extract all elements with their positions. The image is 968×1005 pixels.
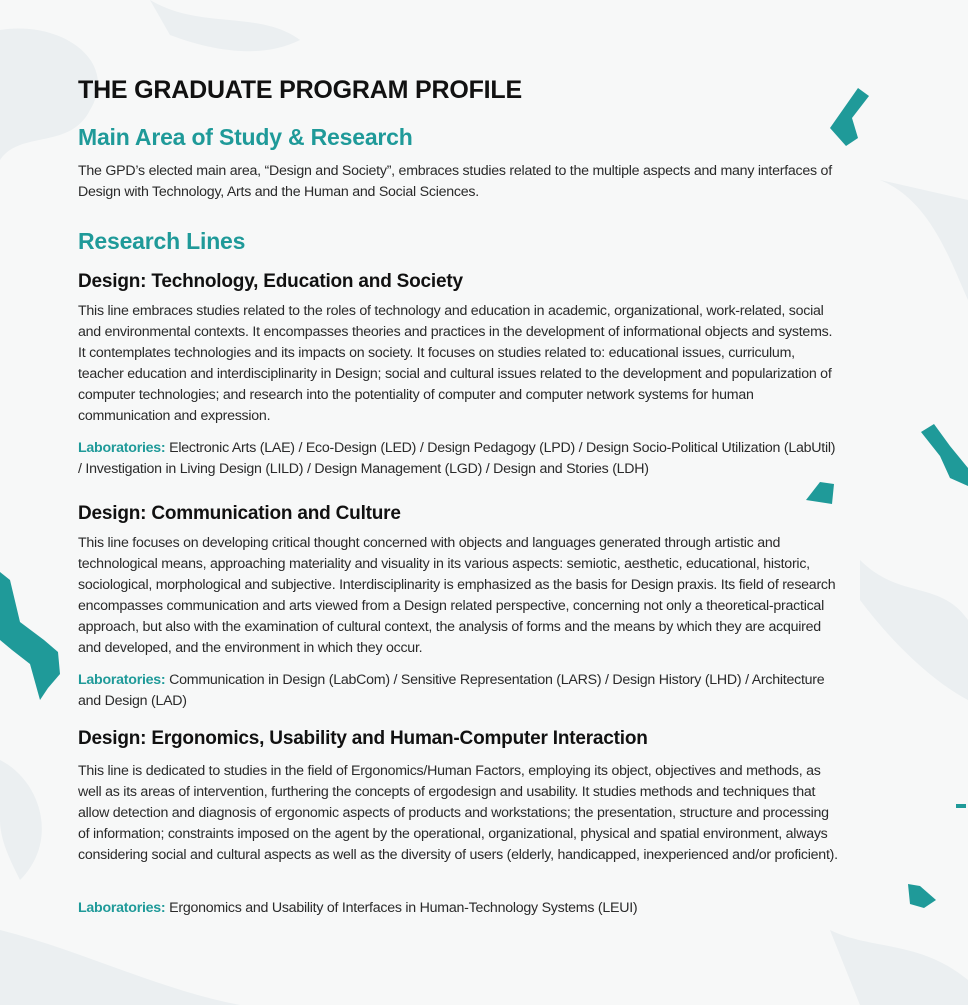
line-title: Design: Communication and Culture xyxy=(78,503,401,524)
line-laboratories xyxy=(78,438,840,480)
laboratories-label: Laboratories: xyxy=(78,900,166,916)
line-description: This line focuses on developing critical thought concerned with objects and languages generated through artistic and technological means, approaching materiality and visuality in its various aspects: semiotic, aesthetic, educational, historic, sociological, morphological and subjective. Interdisciplinarity is emphasized as the basis for Design praxis. Its field of research encompasses communication and arts viewed from a Design related perspective, concerning not only a theoretical-practical approach, but also with the examination of cultural context, the analysis of forms and the means by which they are acquired and developed, and the environment in which they occur. xyxy=(78,535,836,656)
line-description: This line is dedicated to studies in the field of Ergonomics/Human Factors, employing its object, objectives and methods, as well as its areas of intervention, furthering the concepts of ergodesign and usability. It studies methods and techniques that allow detection and diagnosis of ergonomic aspects of products and workstations; the presentation, structure and processing of information; constraints imposed on the agent by the operational, organizational, physical and spatial environment, always considering social and cultural aspects as well as the diversity of users (elderly, handicapped, inexperienced and/or proficient). xyxy=(78,763,838,863)
main-area-heading: Main Area of Study & Research xyxy=(78,124,413,150)
main-area-text: The GPD’s elected main area, “Design and Society”, embraces studies related to the multiple aspects and many interfaces of Design with Technology, Arts and the Human and Social Sciences. xyxy=(78,163,832,200)
line-title: Design: Technology, Education and Society xyxy=(78,271,463,292)
teal-shape-left xyxy=(0,572,60,700)
line-description: This line embraces studies related to the roles of technology and education in academic, organizational, work-related, social and environmental contexts. It encompasses theories and practices in the development of informational objects and systems. It contemplates technologies and its impacts on society. It focuses on studies related to: educational issues, curriculum, teacher education and interdisciplinarity in Design; social and cultural issues related to the development and popularization of computer technologies; and research into the potentiality of computer and computer network systems for human communication and expression. xyxy=(78,303,833,424)
teal-shape-bottom-right xyxy=(908,884,936,908)
laboratories-label: Laboratories: xyxy=(78,672,166,688)
line-laboratories xyxy=(78,670,840,712)
line-title: Design: Ergonomics, Usability and Human-Computer Interaction xyxy=(78,728,648,749)
line-laboratories xyxy=(78,898,840,919)
research-lines-heading: Research Lines xyxy=(78,228,246,254)
laboratories-list: Communication in Design (LabCom) / Sensitive Representation (LARS) / Design History (LHD) / Architecture and Design (LAD) xyxy=(78,672,825,709)
teal-shape-top-right xyxy=(830,88,869,146)
teal-shape-small xyxy=(806,482,834,504)
page-title: THE GRADUATE PROGRAM PROFILE xyxy=(78,76,522,104)
teal-shape-right-edge xyxy=(921,424,968,486)
laboratories-list: Ergonomics and Usability of Interfaces in Human-Technology Systems (LEUI) xyxy=(169,900,638,916)
laboratories-list: Electronic Arts (LAE) / Eco-Design (LED) / Design Pedagogy (LPD) / Design Socio-Political Utilization (LabUtil) / Investigation in Living Design (LILD) / Design Management (LGD) / Design and Stories (LDH) xyxy=(78,440,836,477)
laboratories-label: Laboratories: xyxy=(78,440,166,456)
